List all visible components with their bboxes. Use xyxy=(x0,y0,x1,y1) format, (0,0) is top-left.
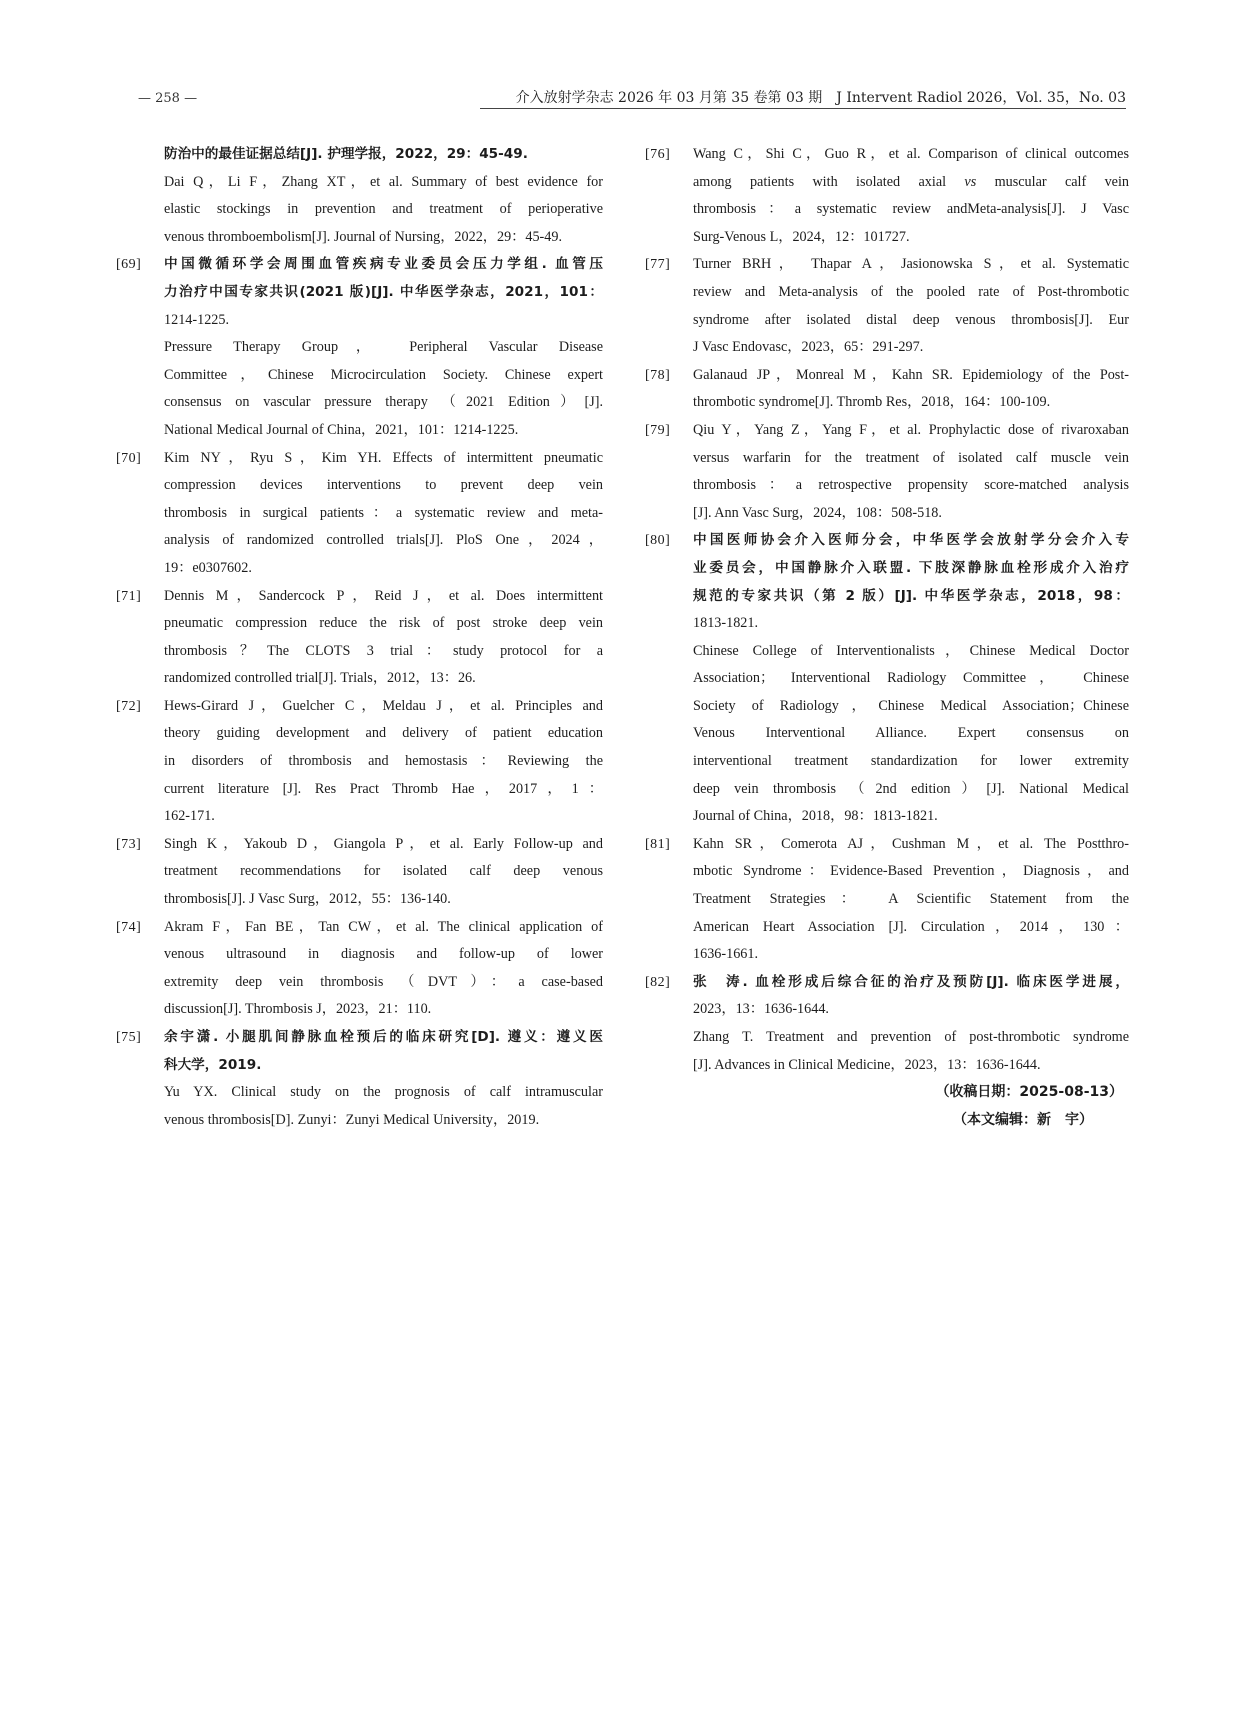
reference-line: 余宇潇. 小腿肌间静脉血栓预后的临床研究[D]. 遵义：遵义医 xyxy=(164,1029,603,1045)
reference-line: 1636-1661. xyxy=(693,946,759,963)
reference-line: American Heart Association [J]. Circulation，2014，130： xyxy=(693,918,1129,935)
reference-line: 中国医师协会介入医师分会，中华医学会放射学分会介入专 xyxy=(693,532,1129,549)
reference-line: thrombosis？The CLOTS 3 trial：study protocol for a xyxy=(164,642,603,659)
reference-line: interventional treatment standardization for lower extremity xyxy=(693,753,1129,770)
reference-number: [81] xyxy=(645,836,671,852)
reference-entry xyxy=(116,445,603,583)
reference-number: [70] xyxy=(116,450,142,466)
reference-line: Treatment Strategies： A Scientific Statement from the xyxy=(693,891,1129,908)
reference-line: thrombosis：a retrospective propensity score-matched analysis xyxy=(693,477,1129,494)
reference-line: Yu YX. Clinical study on the prognosis of calf intramuscular xyxy=(164,1084,603,1101)
reference-entry xyxy=(645,362,1129,417)
reference-entry xyxy=(645,527,1129,831)
reference-line: review and Meta-analysis of the pooled rate of Post-thrombotic xyxy=(693,283,1129,300)
reference-line: Dennis M，Sandercock P，Reid J，et al. Does intermittent xyxy=(164,587,603,604)
reference-line: 科大学，2019. xyxy=(164,1056,262,1073)
reference-line: 防治中的最佳证据总结[J]. 护理学报，2022，29：45-49. xyxy=(164,146,528,162)
reference-number: [74] xyxy=(116,919,142,935)
reference-number: [71] xyxy=(116,588,142,604)
reference-line: 中国微循环学会周围血管疾病专业委员会压力学组. 血管压 xyxy=(164,256,603,273)
reference-line: [J]. Ann Vasc Surg，2024，108：508-518. xyxy=(693,504,942,521)
reference-line: National Medical Journal of China，2021，101：1214-1225. xyxy=(164,421,519,438)
reference-entry xyxy=(116,583,603,693)
reference-line: thrombosis in surgical patients：a systematic review and meta- xyxy=(164,504,603,521)
article-trailer xyxy=(645,1079,1129,1134)
reference-number: [73] xyxy=(116,836,142,852)
reference-line: Kahn SR，Comerota AJ，Cushman M，et al. The Postthro- xyxy=(693,835,1129,852)
running-head xyxy=(480,84,1126,109)
reference-line: Singh K，Yakoub D，Giangola P，et al. Early Follow-up and xyxy=(164,835,603,852)
reference-entry xyxy=(116,251,603,444)
reference-line: pneumatic compression reduce the risk of post stroke deep vein xyxy=(164,615,603,632)
reference-line: 1813-1821. xyxy=(693,615,759,632)
reference-line: 张 涛. 血栓形成后综合征的治疗及预防[J]. 临床医学进展， xyxy=(693,973,1129,990)
reference-line: Qiu Y，Yang Z，Yang F，et al. Prophylactic dose of rivaroxaban xyxy=(693,421,1129,438)
reference-column-left xyxy=(116,141,603,1134)
reference-number: [77] xyxy=(645,257,671,273)
reference-number: [75] xyxy=(116,1030,142,1045)
italic-term: vs xyxy=(964,173,977,190)
reference-line: Dai Q，Li F，Zhang XT，et al. Summary of best evidence for xyxy=(164,173,603,190)
reference-line: Zhang T. Treatment and prevention of post-thrombotic syndrome xyxy=(693,1029,1129,1045)
reference-number: [78] xyxy=(645,367,671,383)
reference-entry xyxy=(645,831,1129,969)
reference-line: Society of Radiology，Chinese Medical Association；Chinese xyxy=(693,697,1129,714)
reference-line: deep vein thrombosis （2nd edition）[J]. National Medical xyxy=(693,780,1129,797)
reference-line: theory guiding development and delivery of patient education xyxy=(164,725,603,742)
reference-line: Association； Interventional Radiology Committee， Chinese xyxy=(693,670,1129,687)
reference-line: J Vasc Endovasc，2023，65：291-297. xyxy=(693,339,924,356)
reference-entry xyxy=(116,693,603,831)
reference-line: thrombosis[J]. J Vasc Surg，2012，55：136-140. xyxy=(164,891,451,908)
reference-line: extremity deep vein thrombosis （DVT）：a case-based xyxy=(164,973,603,990)
reference-line: venous thromboembolism[J]. Journal of Nursing，2022，29：45-49. xyxy=(164,228,563,245)
reference-line: Chinese College of Interventionalists，Chinese Medical Doctor xyxy=(693,642,1129,659)
reference-line: Hews-Girard J，Guelcher C，Meldau J，et al. Principles and xyxy=(164,697,603,714)
reference-line: current literature [J]. Res Pract Thromb Hae，2017，1： xyxy=(164,780,603,797)
reference-number: [82] xyxy=(645,974,671,990)
reference-line: Journal of China，2018，98：1813-1821. xyxy=(693,808,938,825)
reference-entry xyxy=(645,251,1129,361)
reference-line: [J]. Advances in Clinical Medicine，2023，13：1636-1644. xyxy=(693,1056,1041,1073)
reference-line: elastic stockings in prevention and treatment of perioperative xyxy=(164,201,603,218)
reference-entry xyxy=(645,417,1129,527)
reference-line: Surg-Venous L，2024，12：101727. xyxy=(693,228,910,245)
reference-line: 规范的专家共识（第 2 版）[J]. 中华医学杂志，2018，98： xyxy=(693,587,1129,604)
reference-line: versus warfarin for the treatment of isolated calf muscle vein xyxy=(693,449,1129,466)
reference-line: compression devices interventions to prevent deep vein xyxy=(164,477,603,494)
reference-line: Pressure Therapy Group， Peripheral Vascular Disease xyxy=(164,339,603,356)
reference-line: mbotic Syndrome：Evidence-Based Prevention，Diagnosis，and xyxy=(693,863,1129,880)
editor-note: （本文编辑：新 宇） xyxy=(953,1111,1093,1128)
reference-line xyxy=(693,169,1129,197)
page-number: — 258 — xyxy=(138,91,198,106)
reference-line: treatment recommendations for isolated calf deep venous xyxy=(164,863,603,880)
reference-column-right xyxy=(645,141,1129,1134)
reference-number: [76] xyxy=(645,147,671,162)
reference-line: Turner BRH， Thapar A，Jasionowska S，et al. Systematic xyxy=(693,256,1129,273)
line-text: muscular calf vein xyxy=(976,173,1129,190)
reference-line: Kim NY，Ryu S，Kim YH. Effects of intermittent pneumatic xyxy=(164,449,603,466)
journal-citation: 介入放射学杂志 2026 年 03 月第 35 卷第 03 期 J Intervent Radiol 2026，Vol. 35，No. 03 xyxy=(515,90,1126,106)
reference-line: consensus on vascular pressure therapy （2021 Edition）[J]. xyxy=(164,394,603,411)
reference-line: Committee，Chinese Microcirculation Society. Chinese expert xyxy=(164,366,603,383)
reference-line: Wang C，Shi C，Guo R，et al. Comparison of clinical outcomes xyxy=(693,146,1129,162)
reference-continuation xyxy=(116,141,603,251)
reference-number: [80] xyxy=(645,533,671,549)
reference-line: venous thrombosis[D]. Zunyi：Zunyi Medical University，2019. xyxy=(164,1111,540,1128)
reference-line: syndrome after isolated distal deep venous thrombosis[J]. Eur xyxy=(693,311,1129,328)
reference-line: discussion[J]. Thrombosis J，2023，21：110. xyxy=(164,1001,432,1018)
reference-line: Akram F，Fan BE，Tan CW，et al. The clinical application of xyxy=(164,918,603,935)
reference-line: 162-171. xyxy=(164,808,215,825)
reference-entry xyxy=(645,969,1129,1079)
reference-line: 力治疗中国专家共识(2021 版)[J]. 中华医学杂志，2021，101： xyxy=(164,283,603,300)
reference-line: randomized controlled trial[J]. Trials，2012，13：26. xyxy=(164,670,476,687)
reference-entry xyxy=(645,141,1129,251)
reference-number: [79] xyxy=(645,422,671,438)
reference-line: analysis of randomized controlled trials[J]. PloS One，2024， xyxy=(164,532,603,549)
reference-line: thrombosis：a systematic review andMeta-analysis[J]. J Vasc xyxy=(693,201,1129,218)
reference-line: 2023，13：1636-1644. xyxy=(693,1001,829,1018)
line-text: among patients with isolated axial xyxy=(693,173,965,190)
reference-line: in disorders of thrombosis and hemostasis：Reviewing the xyxy=(164,753,603,770)
received-date: （收稿日期：2025-08-13） xyxy=(935,1084,1123,1101)
reference-line: venous ultrasound in diagnosis and follow-up of lower xyxy=(164,946,603,963)
reference-line: 1214-1225. xyxy=(164,311,230,328)
reference-entry xyxy=(116,914,603,1024)
reference-number: [72] xyxy=(116,698,142,714)
reference-entry xyxy=(116,831,603,914)
reference-line: 业委员会，中国静脉介入联盟. 下肢深静脉血栓形成介入治疗 xyxy=(693,559,1129,576)
reference-line: thrombotic syndrome[J]. Thromb Res，2018，164：100-109. xyxy=(693,394,1051,411)
reference-line: 19：e0307602. xyxy=(164,559,252,576)
reference-line: Venous Interventional Alliance. Expert consensus on xyxy=(693,725,1129,742)
reference-number: [69] xyxy=(116,257,142,273)
reference-entry xyxy=(116,1024,603,1134)
reference-line: Galanaud JP，Monreal M，Kahn SR. Epidemiology of the Post- xyxy=(693,366,1129,383)
